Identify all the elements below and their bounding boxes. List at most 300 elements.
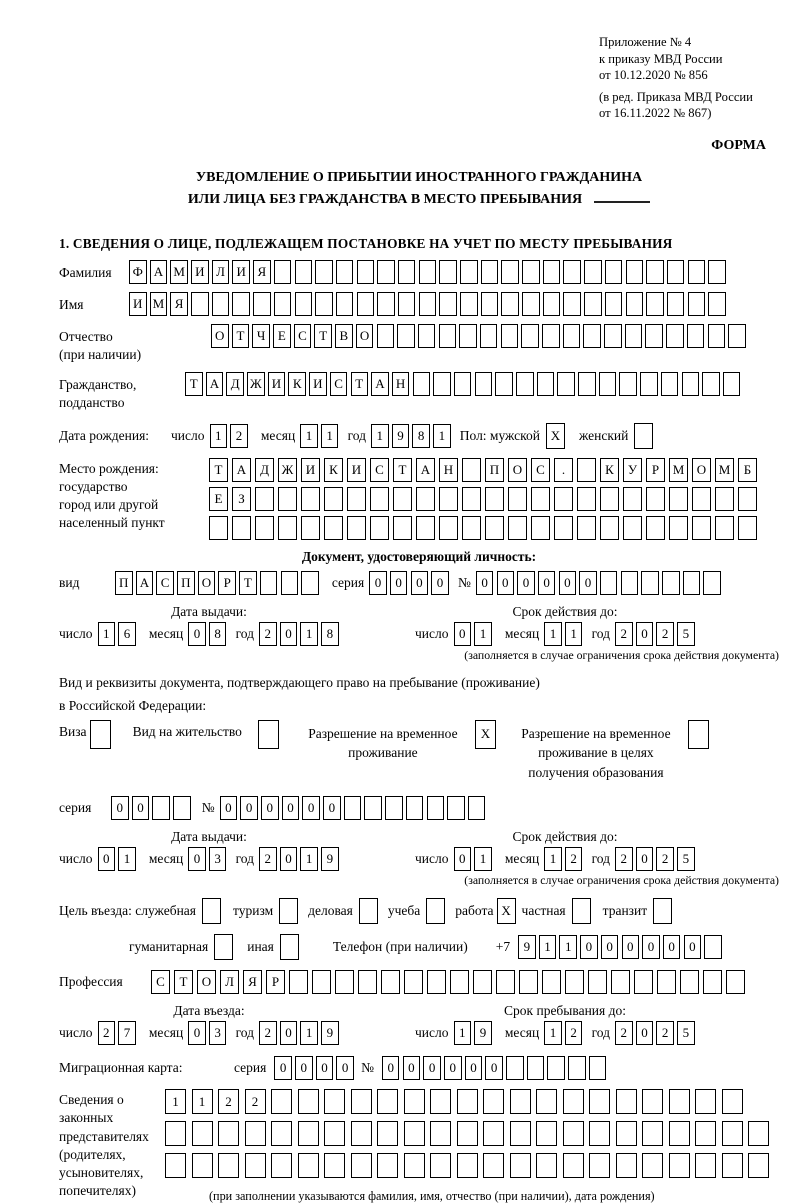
issue-date-group — [59, 622, 415, 646]
char-cell: 5 — [677, 1021, 695, 1045]
doc-number-cells — [476, 571, 724, 595]
char-cell — [260, 571, 278, 595]
issue-year-cells — [259, 622, 342, 646]
char-cell: И — [268, 372, 286, 396]
char-cell — [527, 1056, 545, 1080]
char-cell: 9 — [321, 1021, 339, 1045]
char-cell — [692, 487, 711, 511]
series-label: серия — [234, 1060, 267, 1076]
char-cell — [427, 970, 446, 994]
temp-residence-education-label: Разрешение на временное проживание в целях получения образования — [521, 725, 671, 780]
char-cell: 1 — [300, 1021, 318, 1045]
char-cell — [192, 1153, 213, 1178]
char-cell: 0 — [188, 622, 206, 646]
char-cell: Т — [393, 458, 412, 482]
char-cell — [715, 487, 734, 511]
residence-issue-month-cells — [188, 847, 229, 871]
char-cell — [459, 324, 477, 348]
stay-year-cells — [615, 1021, 698, 1045]
char-cell: П — [485, 458, 504, 482]
purpose-row — [59, 898, 779, 924]
char-cell — [351, 1121, 372, 1146]
char-cell — [255, 516, 274, 540]
char-cell: 0 — [188, 1021, 206, 1045]
char-cell — [626, 292, 644, 316]
char-cell: У — [623, 458, 642, 482]
month-label: месяц — [504, 1025, 540, 1041]
char-cell: О — [198, 571, 216, 595]
representatives-row — [59, 1089, 779, 1204]
residence-issue-day-cells — [98, 847, 139, 871]
sex-male-label: Пол: мужской — [459, 427, 540, 443]
char-cell — [621, 571, 639, 595]
residence-valid-day-cells — [454, 847, 495, 871]
purpose-humanitarian-checkbox — [214, 934, 233, 960]
char-cell — [589, 1056, 607, 1080]
char-cell: 0 — [98, 847, 116, 871]
representatives-label-line: усыновителях, — [59, 1165, 144, 1181]
char-cell — [577, 458, 596, 482]
char-cell: И — [347, 458, 366, 482]
birth-place-cells-row2 — [209, 487, 761, 511]
char-cell: 2 — [259, 622, 277, 646]
char-cell — [669, 1153, 690, 1178]
char-cell — [537, 372, 555, 396]
char-cell: 0 — [485, 1056, 503, 1080]
month-label: месяц — [148, 851, 184, 867]
char-cell — [298, 1153, 319, 1178]
representatives-note: (при заполнении указываются фамилия, имя, отчество (при наличии), дата рождения) — [209, 1189, 655, 1204]
issue-date-group — [59, 847, 415, 871]
issue-date-title: Дата выдачи: — [171, 829, 247, 845]
char-cell: И — [301, 458, 320, 482]
char-cell: 6 — [118, 622, 136, 646]
purpose-private-checkbox — [572, 898, 591, 924]
appendix-header — [599, 34, 767, 122]
char-cell — [460, 260, 478, 284]
char-cell — [536, 1121, 557, 1146]
purpose-tourism-checkbox — [279, 898, 298, 924]
birth-year-cells — [371, 424, 454, 448]
char-cell: 1 — [192, 1089, 213, 1114]
char-cell: 1 — [474, 847, 492, 871]
char-cell — [218, 1153, 239, 1178]
representatives-label-line: попечителях) — [59, 1183, 136, 1199]
purpose-business-label: деловая — [308, 903, 353, 919]
stay-until-title: Срок пребывания до: — [504, 1003, 626, 1019]
char-cell — [536, 1153, 557, 1178]
char-cell: 5 — [677, 622, 695, 646]
residence-valid-month-cells — [544, 847, 585, 871]
char-cell: О — [692, 458, 711, 482]
char-cell: Т — [351, 372, 369, 396]
char-cell — [416, 487, 435, 511]
char-cell: Т — [232, 324, 250, 348]
char-cell — [563, 260, 581, 284]
char-cell — [397, 324, 415, 348]
visa-label: Виза — [59, 723, 87, 739]
month-label: месяц — [504, 625, 540, 641]
char-cell: Т — [314, 324, 332, 348]
year-label: год — [235, 625, 254, 641]
char-cell — [278, 516, 297, 540]
doc-series-cells — [369, 571, 452, 595]
char-cell: 2 — [259, 1021, 277, 1045]
char-cell — [165, 1121, 186, 1146]
char-cell: Р — [266, 970, 285, 994]
char-cell — [377, 260, 395, 284]
char-cell — [722, 1089, 743, 1114]
char-cell: 7 — [118, 1021, 136, 1045]
stay-day-cells — [454, 1021, 495, 1045]
char-cell: 9 — [392, 424, 410, 448]
char-cell: М — [715, 458, 734, 482]
char-cell: 2 — [615, 847, 633, 871]
char-cell — [447, 796, 465, 820]
char-cell — [563, 1089, 584, 1114]
char-cell — [669, 1121, 690, 1146]
char-cell — [271, 1153, 292, 1178]
char-cell: 0 — [240, 796, 258, 820]
char-cell: С — [531, 458, 550, 482]
entry-date-group — [59, 1021, 415, 1045]
char-cell: 2 — [615, 1021, 633, 1045]
char-cell — [748, 1121, 769, 1146]
char-cell: А — [206, 372, 224, 396]
char-cell: 0 — [390, 571, 408, 595]
char-cell: 1 — [300, 424, 318, 448]
phone-label: Телефон (при наличии) — [332, 939, 468, 955]
char-cell — [641, 571, 659, 595]
char-cell — [708, 260, 726, 284]
char-cell: Я — [243, 970, 262, 994]
char-cell: 1 — [98, 622, 116, 646]
form-label: ФОРМА — [711, 138, 766, 154]
char-cell — [427, 796, 445, 820]
purpose-transit-checkbox — [653, 898, 672, 924]
char-cell: 0 — [188, 847, 206, 871]
day-label: число — [415, 851, 449, 867]
char-cell — [547, 1056, 565, 1080]
char-cell — [324, 516, 343, 540]
day-label: число — [415, 625, 449, 641]
day-label: число — [59, 851, 93, 867]
char-cell — [516, 372, 534, 396]
char-cell: М — [170, 260, 188, 284]
char-cell: 0 — [336, 1056, 354, 1080]
patronymic-cells — [211, 324, 749, 348]
char-cell — [568, 1056, 586, 1080]
phone-prefix: +7 — [495, 939, 511, 955]
option-temp-residence-education — [510, 720, 709, 783]
char-cell: 5 — [677, 847, 695, 871]
char-cell — [543, 260, 561, 284]
char-cell: 2 — [656, 847, 674, 871]
char-cell — [324, 1089, 345, 1114]
char-cell — [377, 324, 395, 348]
char-cell: 9 — [321, 847, 339, 871]
char-cell: Т — [185, 372, 203, 396]
char-cell: 2 — [98, 1021, 116, 1045]
char-cell — [634, 970, 653, 994]
char-cell: А — [150, 260, 168, 284]
identity-doc-row — [59, 571, 779, 595]
option-temp-residence — [299, 720, 496, 763]
char-cell: 1 — [474, 622, 492, 646]
char-cell: С — [330, 372, 348, 396]
stay-month-cells — [544, 1021, 585, 1045]
char-cell — [695, 1089, 716, 1114]
char-cell — [583, 324, 601, 348]
migration-card-label: Миграционная карта: — [59, 1060, 183, 1076]
char-cell — [165, 1153, 186, 1178]
char-cell — [588, 970, 607, 994]
char-cell — [289, 970, 308, 994]
char-cell — [416, 516, 435, 540]
char-cell — [695, 1121, 716, 1146]
char-cell — [475, 372, 493, 396]
given-name-row — [59, 292, 779, 316]
char-cell — [404, 970, 423, 994]
purpose-transit-label: транзит — [602, 903, 648, 919]
char-cell: 2 — [245, 1089, 266, 1114]
char-cell: А — [136, 571, 154, 595]
char-cell — [406, 796, 424, 820]
char-cell: 0 — [579, 571, 597, 595]
char-cell — [439, 292, 457, 316]
residence-issue-block — [59, 829, 415, 871]
char-cell — [324, 487, 343, 511]
char-cell: 9 — [474, 1021, 492, 1045]
valid-until-title: Срок действия до: — [512, 603, 618, 619]
char-cell: 0 — [476, 571, 494, 595]
valid-date-group — [415, 847, 715, 871]
char-cell — [722, 1153, 743, 1178]
char-cell — [578, 372, 596, 396]
char-cell: С — [370, 458, 389, 482]
form-title-line1: УВЕДОМЛЕНИЕ О ПРИБЫТИИ ИНОСТРАННОГО ГРАЖДАНИНА — [195, 170, 643, 186]
issue-date-title: Дата выдачи: — [171, 603, 247, 619]
birth-place-label-line: Место рождения: — [59, 460, 159, 476]
char-cell — [377, 1121, 398, 1146]
char-cell: 0 — [111, 796, 129, 820]
char-cell — [483, 1121, 504, 1146]
char-cell — [324, 1121, 345, 1146]
char-cell: Н — [439, 458, 458, 482]
residence-intro-line2: в Российской Федерации: — [59, 697, 207, 713]
char-cell — [599, 372, 617, 396]
char-cell: И — [191, 260, 209, 284]
char-cell — [577, 516, 596, 540]
char-cell: К — [288, 372, 306, 396]
char-cell — [336, 260, 354, 284]
char-cell — [605, 260, 623, 284]
char-cell — [281, 571, 299, 595]
char-cell: И — [232, 260, 250, 284]
char-cell — [430, 1153, 451, 1178]
char-cell: И — [309, 372, 327, 396]
char-cell — [301, 516, 320, 540]
month-label: месяц — [260, 427, 296, 443]
phone-cells — [518, 935, 725, 959]
char-cell: 1 — [544, 622, 562, 646]
birth-place-label-line: государство — [59, 478, 128, 494]
char-cell: В — [335, 324, 353, 348]
birth-date-label: Дата рождения: — [59, 427, 150, 443]
char-cell — [554, 516, 573, 540]
surname-cells — [129, 260, 729, 284]
representatives-cells-row2 — [165, 1121, 775, 1146]
residence-valid-block — [415, 829, 715, 871]
appendix-line: от 10.12.2020 № 856 — [599, 68, 708, 83]
char-cell: О — [356, 324, 374, 348]
char-cell — [688, 292, 706, 316]
residence-number-cells — [220, 796, 489, 820]
char-cell: 0 — [663, 935, 681, 959]
purpose-tourism-label: туризм — [233, 903, 274, 919]
purpose-work-checkbox: X — [497, 898, 516, 924]
char-cell — [370, 487, 389, 511]
char-cell — [232, 292, 250, 316]
char-cell — [642, 1153, 663, 1178]
option-residence-permit — [133, 720, 279, 749]
char-cell: 1 — [544, 847, 562, 871]
citizenship-cells — [185, 372, 744, 396]
char-cell — [212, 292, 230, 316]
residence-permit-checkbox — [258, 720, 279, 749]
representatives-label-line: Сведения о — [59, 1092, 124, 1108]
validity-note: (заполняется в случае ограничения срока действия документа) — [464, 873, 779, 888]
stay-until-block — [415, 1003, 715, 1045]
char-cell — [669, 516, 688, 540]
purpose-other-checkbox — [280, 934, 299, 960]
month-label: месяц — [148, 1025, 184, 1041]
title-blank-underline — [594, 201, 650, 203]
birth-month-cells — [300, 424, 341, 448]
char-cell — [669, 1089, 690, 1114]
char-cell: К — [324, 458, 343, 482]
amendment-line: (в ред. Приказа МВД России — [599, 89, 753, 104]
char-cell — [418, 324, 436, 348]
year-label: год — [591, 1025, 610, 1041]
valid-until-title: Срок действия до: — [512, 829, 618, 845]
residence-permit-label: Вид на жительство — [132, 723, 242, 739]
char-cell — [439, 487, 458, 511]
char-cell — [626, 260, 644, 284]
char-cell — [642, 1121, 663, 1146]
char-cell — [726, 970, 745, 994]
char-cell: Л — [220, 970, 239, 994]
char-cell: 3 — [209, 847, 227, 871]
char-cell — [623, 487, 642, 511]
char-cell — [542, 324, 560, 348]
char-cell: 0 — [323, 796, 341, 820]
char-cell: З — [232, 487, 251, 511]
char-cell — [738, 516, 757, 540]
char-cell: 0 — [369, 571, 387, 595]
char-cell: 1 — [371, 424, 389, 448]
char-cell — [703, 571, 721, 595]
char-cell: М — [669, 458, 688, 482]
char-cell: 1 — [565, 622, 583, 646]
char-cell — [522, 292, 540, 316]
char-cell: 0 — [261, 796, 279, 820]
char-cell — [510, 1153, 531, 1178]
char-cell — [657, 970, 676, 994]
char-cell — [315, 260, 333, 284]
char-cell — [430, 1089, 451, 1114]
char-cell: 2 — [565, 1021, 583, 1045]
char-cell: 2 — [218, 1089, 239, 1114]
entry-dates — [59, 1003, 779, 1045]
char-cell: М — [150, 292, 168, 316]
char-cell — [404, 1153, 425, 1178]
purpose-business-checkbox — [359, 898, 378, 924]
char-cell: 8 — [321, 622, 339, 646]
entry-date-title: Дата въезда: — [173, 1003, 245, 1019]
valid-month-cells — [544, 622, 585, 646]
temp-residence-label: Разрешение на временное проживание — [308, 725, 458, 761]
char-cell — [393, 516, 412, 540]
char-cell — [723, 372, 741, 396]
char-cell — [404, 1121, 425, 1146]
char-cell: 1 — [210, 424, 228, 448]
char-cell — [543, 292, 561, 316]
char-cell — [439, 516, 458, 540]
char-cell — [646, 516, 665, 540]
identity-issue-block — [59, 604, 415, 646]
char-cell — [680, 970, 699, 994]
purpose-study-label: учеба — [387, 903, 421, 919]
char-cell: 0 — [280, 1021, 298, 1045]
char-cell — [642, 1089, 663, 1114]
char-cell — [344, 796, 362, 820]
char-cell: Л — [212, 260, 230, 284]
char-cell — [536, 1089, 557, 1114]
char-cell — [521, 324, 539, 348]
char-cell: Ж — [278, 458, 297, 482]
month-label: месяц — [148, 625, 184, 641]
char-cell — [274, 292, 292, 316]
year-label: год — [591, 625, 610, 641]
purpose-humanitarian-label: гуманитарная — [129, 939, 209, 955]
sex-male-checkbox: X — [546, 423, 565, 449]
year-label: год — [347, 427, 366, 443]
char-cell — [616, 1153, 637, 1178]
char-cell: И — [129, 292, 147, 316]
char-cell: 8 — [209, 622, 227, 646]
entry-year-cells — [259, 1021, 342, 1045]
char-cell — [357, 260, 375, 284]
char-cell — [605, 292, 623, 316]
char-cell: О — [211, 324, 229, 348]
birth-place-row — [59, 458, 779, 540]
char-cell: 1 — [321, 424, 339, 448]
char-cell — [577, 487, 596, 511]
char-cell — [646, 292, 664, 316]
char-cell: 2 — [615, 622, 633, 646]
char-cell: П — [177, 571, 195, 595]
residence-options — [59, 720, 779, 783]
char-cell — [510, 1089, 531, 1114]
char-cell — [255, 487, 274, 511]
char-cell — [667, 260, 685, 284]
surname-row — [59, 260, 779, 284]
char-cell: 2 — [656, 622, 674, 646]
char-cell: 0 — [622, 935, 640, 959]
char-cell — [623, 516, 642, 540]
char-cell: 0 — [132, 796, 150, 820]
